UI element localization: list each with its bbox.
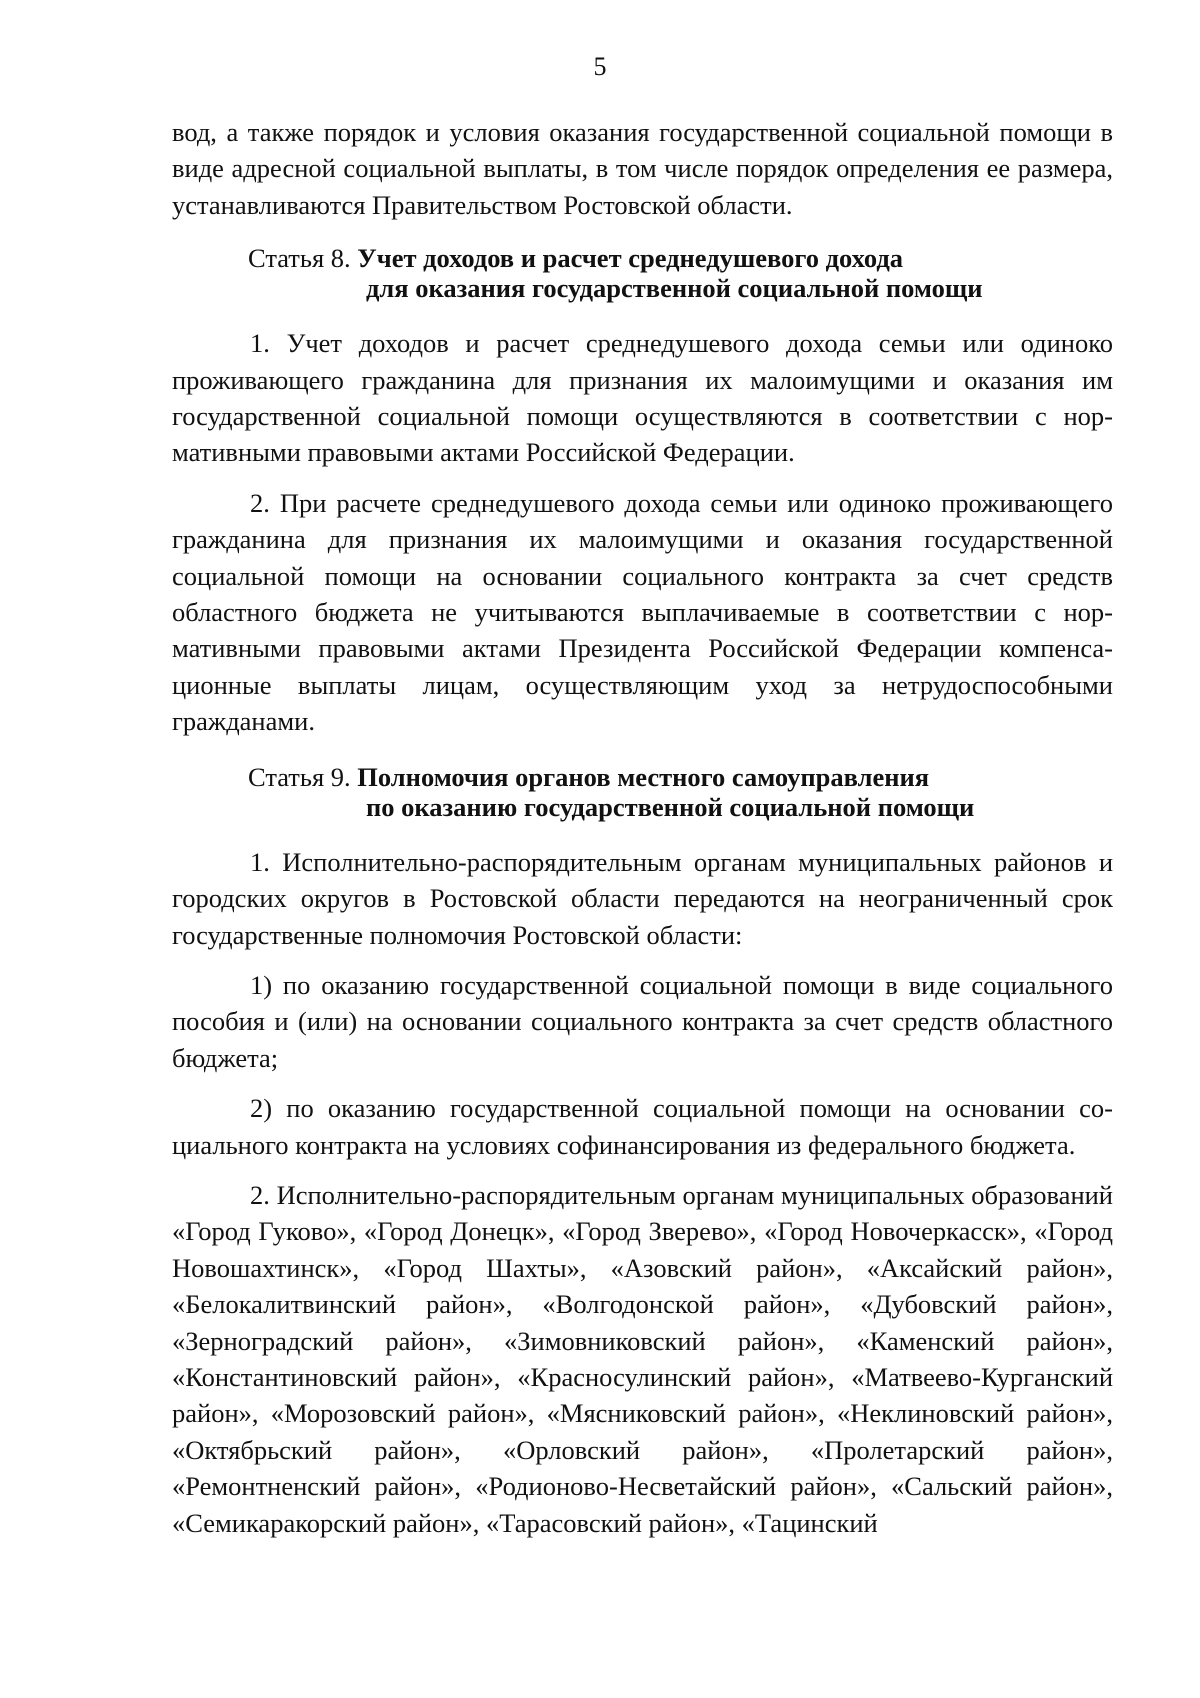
article-9-subitem-2: 2) по оказанию государственной социальной помощи на основании социального контракта на условиях софинансирования из федерального бюджета. — [172, 1093, 1113, 1160]
paragraph-continuation: вод, а также порядок и условия оказания государственной социальной помощи в виде адресной социальной выплаты, в том числе порядок определения ее размера, устанавливаются Правительством Ростовской области. — [172, 117, 1113, 220]
article-8-title-line2: для оказания государственной социальной помощи — [366, 273, 983, 304]
article-8-heading — [172, 243, 1113, 303]
article-8-paragraph-2: 2. При расчете среднедушевого дохода семьи или одиноко проживающего гражданина для признания их малоимущими и оказания государственной социальной помощи на основании социального контракта за счет средств областного бюджета не учитываются выплачиваемые в соответствии с нормативными правовыми актами Президента Российской Федерации компенсационные выплаты лицам, осуществляющим уход за нетрудоспособными гражданами. — [172, 487, 1113, 737]
article-8-label: Статья 8. — [248, 243, 358, 274]
article-9-title-line1: Полномочия органов местного самоуправления — [357, 761, 930, 792]
article-9-title-line2: по оказанию государственной социальной помощи — [366, 791, 975, 822]
article-9-paragraph-1: 1. Исполнительно-распорядительным органам муниципальных районов и городских округов в Ростовской области передаются на неограниченный срок государственные полномочия Ростовской области: — [172, 846, 1113, 950]
article-9-label: Статья 9. — [248, 761, 358, 792]
article-8-paragraph-1: 1. Учет доходов и расчет среднедушевого дохода семьи или одиноко проживающего гражданина для признания их малоимущими и оказания им государственной социальной помощи осуществляются в соответствии с нормативными правовыми актами Российской Федерации. — [172, 328, 1113, 468]
article-9-heading — [172, 762, 1113, 822]
article-9-paragraph-2: 2. Исполнительно-распорядительным органам муниципальных образований «Город Гуково», «Город Донецк», «Город Зверево», «Город Новочеркасск», «Город Новошахтинск», «Город Шахты», «Азовский район», «Аксайский район», «Белокалитвинский район», «Волгодонской район», «Дубовский район», «Зерноградский район», «Зимовниковский район», «Каменский район», «Константиновский район», «Красносулинский район», «Матвеево-Курганский район», «Морозовский район», «Мясниковский район», «Неклиновский район», «Октябрьский район», «Орловский район», «Пролетарский район», «Ремонтненский район», «Родионово-Несветайский район», «Сальский район», «Семикаракорский район», «Тарасовский район», «Тацинский — [172, 1179, 1113, 1538]
article-8-title-line1: Учет доходов и расчет среднедушевого дохода — [357, 243, 904, 274]
document-body — [172, 114, 1113, 1555]
page-number: 5 — [593, 52, 607, 81]
article-9-subitem-1: 1) по оказанию государственной социальной помощи в виде социального пособия и (или) на основании социального контракта за счет средств областного бюджета; — [172, 969, 1113, 1073]
